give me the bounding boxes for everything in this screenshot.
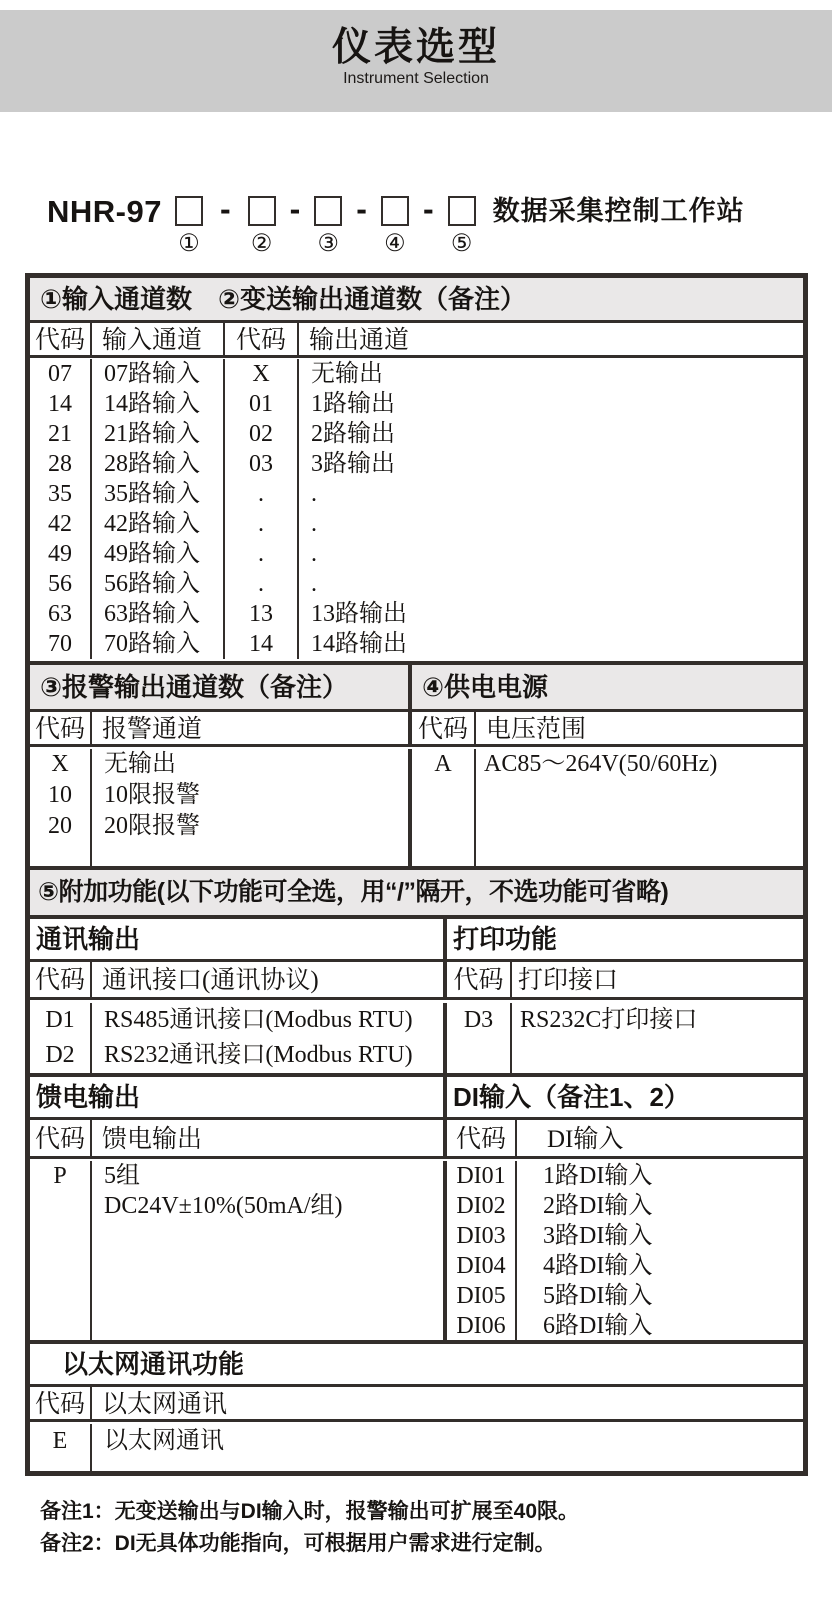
ethernet-subtitle: 以太网通讯功能 — [62, 1349, 245, 1379]
ethernet-column-headers — [30, 1384, 803, 1419]
di-desc: 3路DI输入 — [543, 1223, 653, 1249]
header-comm-code: 代码 — [34, 967, 85, 994]
model-slot-1 — [175, 196, 203, 256]
feed-di-subtitle-row — [30, 1073, 803, 1117]
input-desc: 21路输入 — [104, 421, 200, 447]
header-voltage-range: 电压范围 — [474, 712, 803, 744]
output-desc: 1路输出 — [311, 391, 395, 417]
input-code: 49 — [48, 541, 72, 567]
output-code: 14 — [249, 631, 273, 657]
dash-separator: - — [356, 191, 367, 227]
comm-desc-column — [90, 1003, 443, 1073]
section-4-title: ④供电电源 — [408, 665, 803, 709]
model-slot-box-3 — [314, 196, 342, 226]
comm-code: D2 — [45, 1042, 75, 1068]
feed-desc-line2: DC24V±10%(50mA/组) — [104, 1193, 343, 1219]
section-5-header — [30, 866, 803, 915]
model-slot-box-5 — [448, 196, 476, 226]
position-number-2: ② — [250, 231, 273, 257]
dash-separator: - — [289, 191, 301, 227]
output-desc: . — [311, 511, 317, 537]
header-print-interface: 打印接口 — [510, 962, 803, 997]
output-desc: 2路输出 — [311, 421, 395, 447]
header-feed-output: 馈电输出 — [90, 1120, 443, 1156]
input-desc: 56路输入 — [104, 571, 200, 597]
print-code: D3 — [463, 1007, 494, 1033]
model-slot-box-4 — [381, 196, 409, 226]
input-code-column — [30, 359, 90, 659]
di-code-column — [443, 1161, 515, 1340]
model-slot-5 — [448, 196, 476, 256]
header-ethernet-comm: 以太网通讯 — [90, 1387, 803, 1419]
input-desc: 70路输入 — [104, 631, 200, 657]
alarm-code: X — [51, 751, 69, 777]
comm-print-column-headers — [30, 959, 803, 997]
input-code: 42 — [48, 511, 72, 537]
output-code: . — [258, 571, 264, 597]
output-desc: 无输出 — [311, 361, 383, 387]
di-code: DI04 — [456, 1253, 506, 1279]
model-slot-4 — [381, 196, 409, 256]
power-code: A — [434, 751, 452, 777]
page-subtitle: Instrument Selection — [343, 70, 489, 87]
comm-desc: RS485通讯接口(Modbus RTU) — [104, 1007, 413, 1033]
alarm-desc: 20限报警 — [104, 813, 200, 839]
model-suffix: 数据采集控制工作站 — [492, 196, 745, 226]
output-desc: 3路输出 — [311, 451, 395, 477]
feed-output-subtitle: 馈电输出 — [36, 1082, 141, 1112]
output-code: 01 — [249, 391, 273, 417]
ethernet-code: E — [52, 1428, 68, 1454]
footnote-1: 备注1：无变送输出与DI输入时，报警输出可扩展至40限。 — [40, 1500, 580, 1523]
alarm-desc: 无输出 — [104, 751, 176, 777]
section-1-2-title: ①输入通道数 ②变送输出通道数（备注） — [40, 284, 527, 314]
footnote-2: 备注2：DI无具体功能指向，可根据用户需求进行定制。 — [40, 1532, 556, 1555]
header-input-channel: 输入通道 — [90, 323, 223, 355]
di-desc: 1路DI输入 — [543, 1163, 653, 1189]
input-desc: 14路输入 — [104, 391, 200, 417]
output-desc-column — [297, 359, 803, 659]
page-title: 仪表选型 — [331, 26, 500, 69]
header-print-code: 代码 — [443, 962, 510, 997]
di-desc: 6路DI输入 — [543, 1313, 653, 1339]
output-code: . — [258, 481, 264, 507]
position-number-1: ① — [178, 231, 200, 257]
model-slot-3 — [314, 196, 342, 256]
di-code: DI02 — [456, 1193, 506, 1219]
header-feed-code: 代码 — [34, 1126, 85, 1153]
ethernet-desc-column — [90, 1424, 803, 1471]
di-code: DI05 — [456, 1283, 506, 1309]
comm-desc: RS232通讯接口(Modbus RTU) — [104, 1042, 413, 1068]
output-code: . — [258, 541, 264, 567]
ethernet-subtitle-row — [30, 1340, 803, 1384]
alarm-desc: 10限报警 — [104, 782, 200, 808]
feed-di-body — [30, 1156, 803, 1340]
output-code: 03 — [249, 451, 273, 477]
model-slot-box-1 — [175, 196, 203, 226]
comm-print-subtitle-row — [30, 915, 803, 959]
comm-output-subtitle: 通讯输出 — [36, 924, 141, 954]
input-desc: 28路输入 — [104, 451, 200, 477]
input-desc: 49路输入 — [104, 541, 200, 567]
input-desc: 35路输入 — [104, 481, 200, 507]
position-number-3: ③ — [317, 231, 340, 257]
position-number-5: ⑤ — [450, 231, 473, 257]
footnotes — [40, 1496, 832, 1560]
alarm-code: 10 — [48, 782, 72, 808]
input-code: 07 — [48, 361, 72, 387]
section-3-4-header — [30, 661, 803, 709]
section-1-2-header — [30, 278, 803, 320]
output-desc: . — [311, 481, 317, 507]
di-input-subtitle: DI输入（备注1、2） — [443, 1077, 803, 1117]
power-desc-column — [474, 749, 803, 866]
model-slot-2 — [248, 196, 276, 256]
section-3-title: ③报警输出通道数（备注） — [40, 672, 349, 702]
output-desc: 14路输出 — [311, 631, 407, 657]
section-1-2-body — [30, 355, 803, 661]
print-code-column — [443, 1003, 510, 1073]
section-5-title: ⑤附加功能(以下功能可全选，用“/”隔开，不选功能可省略) — [38, 878, 669, 906]
power-code-column — [408, 749, 474, 866]
feed-di-column-headers — [30, 1117, 803, 1156]
header-di-input: DI输入 — [515, 1120, 803, 1156]
page-banner — [0, 10, 832, 112]
di-desc: 2路DI输入 — [543, 1193, 653, 1219]
input-code: 63 — [48, 601, 72, 627]
di-code: DI06 — [456, 1313, 506, 1339]
print-function-subtitle: 打印功能 — [443, 919, 803, 959]
feed-desc-line1: 5组 — [104, 1163, 140, 1189]
input-code: 56 — [48, 571, 72, 597]
feed-code: P — [53, 1163, 67, 1189]
header-input-code: 代码 — [34, 327, 85, 354]
dash-separator: - — [219, 191, 231, 227]
output-desc: . — [311, 541, 317, 567]
input-desc: 42路输入 — [104, 511, 200, 537]
print-desc-column — [510, 1003, 803, 1073]
power-desc: AC85～264V(50/60Hz) — [484, 751, 718, 777]
comm-print-body — [30, 997, 803, 1073]
output-code-column — [223, 359, 297, 659]
section-3-4-column-headers — [30, 709, 803, 744]
input-code: 35 — [48, 481, 72, 507]
input-code: 14 — [48, 391, 72, 417]
output-code: 02 — [249, 421, 273, 447]
model-code-line — [47, 191, 832, 257]
output-code: X — [252, 361, 270, 387]
alarm-desc-column — [90, 749, 408, 866]
header-power-code: 代码 — [408, 712, 474, 744]
dash-separator: - — [422, 191, 434, 227]
header-alarm-code: 代码 — [34, 716, 85, 743]
model-slot-box-2 — [248, 196, 276, 226]
model-prefix: NHR-97 — [47, 194, 162, 229]
di-code: DI03 — [456, 1223, 506, 1249]
input-desc: 07路输入 — [104, 361, 200, 387]
input-desc: 63路输入 — [104, 601, 200, 627]
input-desc-column — [90, 359, 223, 659]
output-desc: 13路输出 — [311, 601, 407, 627]
comm-code: D1 — [45, 1007, 75, 1033]
selection-table — [25, 273, 808, 1476]
ethernet-body — [30, 1419, 803, 1471]
header-comm-interface: 通讯接口(通讯协议) — [90, 962, 443, 997]
feed-code-column — [30, 1161, 90, 1340]
feed-desc-column — [90, 1161, 443, 1340]
position-number-4: ④ — [384, 231, 406, 257]
output-code: 13 — [249, 601, 273, 627]
di-desc: 4路DI输入 — [543, 1253, 653, 1279]
header-di-code: 代码 — [443, 1120, 515, 1156]
input-code: 70 — [48, 631, 72, 657]
output-code: . — [258, 511, 264, 537]
input-code: 21 — [48, 421, 72, 447]
output-desc: . — [311, 571, 317, 597]
ethernet-code-column — [30, 1424, 90, 1471]
di-desc-column — [515, 1161, 803, 1340]
di-desc: 5路DI输入 — [543, 1283, 653, 1309]
alarm-code-column — [30, 749, 90, 866]
print-desc: RS232C打印接口 — [520, 1007, 698, 1033]
ethernet-desc: 以太网通讯 — [104, 1428, 224, 1454]
input-code: 28 — [48, 451, 72, 477]
di-code: DI01 — [456, 1163, 506, 1189]
header-ethernet-code: 代码 — [34, 1391, 85, 1418]
comm-code-column — [30, 1003, 90, 1073]
alarm-code: 20 — [48, 813, 72, 839]
header-output-channel: 输出通道 — [297, 323, 803, 355]
section-3-4-body — [30, 744, 803, 866]
header-alarm-channel: 报警通道 — [90, 712, 408, 744]
header-output-code: 代码 — [223, 323, 297, 355]
section-1-2-column-headers — [30, 320, 803, 355]
